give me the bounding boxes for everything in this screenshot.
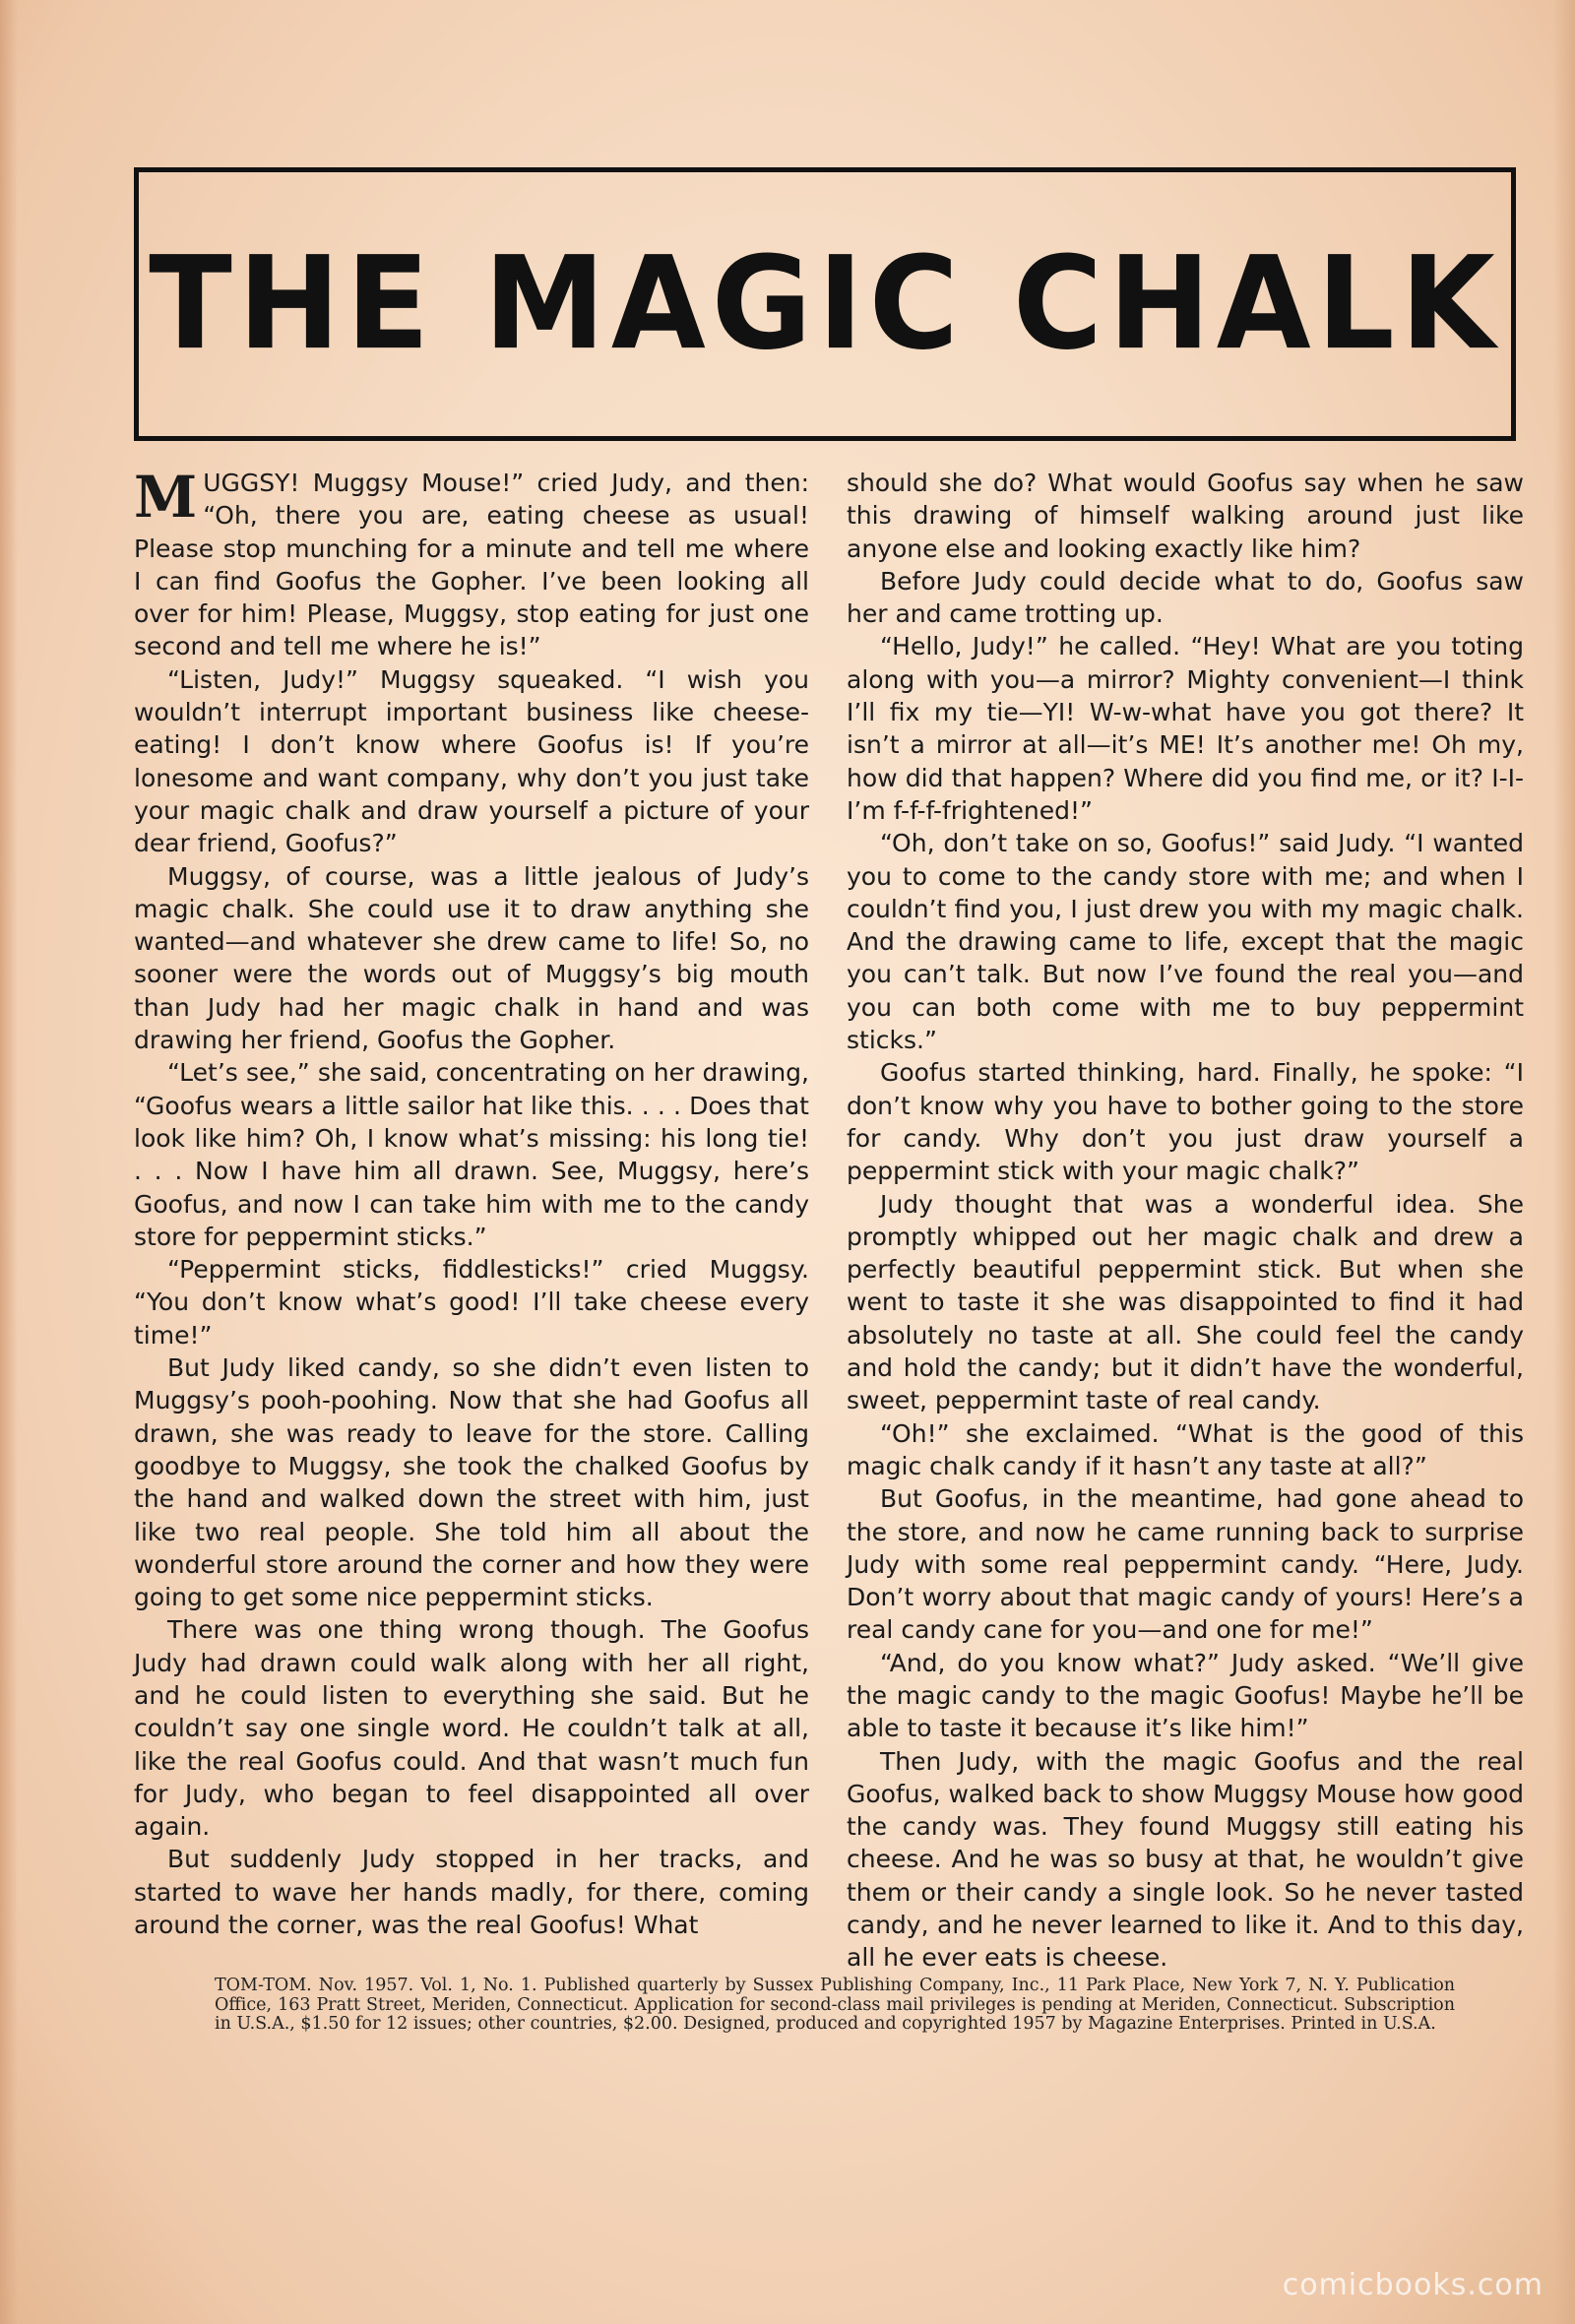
story-paragraph: Muggsy, of course, was a little jealous of Judy’s magic chalk. She could use it to draw anything she wanted—and whatever she drew came to life! So, no sooner were the words out of Muggsy’s big mouth than Judy had her magic chalk in hand and was drawing her friend, Goofus the Gopher. [134, 861, 809, 1055]
publication-notice: TOM-TOM. Nov. 1957. Vol. 1, No. 1. Published quarterly by Sussex Publishing Company, Inc., 11 Park Place, New York 7, N. Y. Publication Office, 163 Pratt Street, Meriden, Connecticut. Application for second-class mail privileges is pending at Meriden, Connecticut. Subscription in U.S.A., $1.50 for 12 issues; other countries, $2.00. Designed, produced and copyrighted 1957 by Magazine Enterprises. Printed in U.S.A. [215, 1976, 1455, 2034]
story-paragraph: Goofus started thinking, hard. Finally, he spoke: “I don’t know why you have to bother going to the store for candy. Why don’t you just draw yourself a peppermint stick with your magic chalk?” [847, 1058, 1524, 1186]
story-paragraph: “Hello, Judy!” he called. “Hey! What are you toting along with you—a mirror? Mighty convenient—I think I’ll fix my tie—YI! W-w-what have you got there? It isn’t a mirror at all—it’s ME! It’s another me! Oh my, how did that happen? Where did you find me, or it? I-I-I’m f-f-f-frightened!” [847, 632, 1524, 825]
story-title: THE MAGIC CHALK [149, 229, 1501, 379]
title-frame [134, 167, 1516, 441]
story-paragraph: But suddenly Judy stopped in her tracks, and started to wave her hands madly, for there, coming around the corner, was the real Goofus! What [134, 1845, 809, 1940]
story-column-right [847, 467, 1524, 1975]
story-paragraph: “Let’s see,” she said, concentrating on her drawing, “Goofus wears a little sailor hat like this. . . . Does that look like him? Oh, I know what’s missing: his long tie! . . . Now I have him all drawn. See, Muggsy, here’s Goofus, and now I can take him with me to the candy store for peppermint sticks.” [134, 1058, 809, 1251]
story-paragraph: Then Judy, with the magic Goofus and the real Goofus, walked back to show Muggsy Mouse how good the candy was. They found Muggsy still eating his cheese. And he was so busy at that, he wouldn’t give them or their candy a single look. So he never tasted candy, and he never learned to like it. And to this day, all he ever eats is cheese. [847, 1746, 1524, 1973]
story-paragraph: “Listen, Judy!” Muggsy squeaked. “I wish you wouldn’t interrupt important business like cheese-eating! I don’t know where Goofus is! If you’re lonesome and want company, why don’t you just take your magic chalk and draw yourself a picture of your dear friend, Goofus?” [134, 664, 809, 858]
story-column-left [134, 464, 809, 1941]
page-edge-shadow-right [1553, 0, 1575, 2324]
story-paragraph: “Peppermint sticks, fiddlesticks!” cried Muggsy. “You don’t know what’s good! I’ll take cheese every time!” [134, 1255, 809, 1350]
paragraph-text: UGGSY! Muggsy Mouse!” cried Judy, and then: “Oh, there you are, eating cheese as usual! Please stop munching for a minute and tell me where I can find Goofus the Gopher. I’ve been looking all over for him! Please, Muggsy, stop eating for just one second and tell me where he is!” [134, 469, 809, 661]
story-paragraph: “And, do you know what?” Judy asked. “We’ll give the magic candy to the magic Goofus! Maybe he’ll be able to taste it because it’s like him!” [847, 1648, 1524, 1743]
story-paragraph: Before Judy could decide what to do, Goofus saw her and came trotting up. [847, 566, 1524, 629]
story-paragraph: There was one thing wrong though. The Goofus Judy had drawn could walk along with her all right, and he could listen to everything she said. But he couldn’t say one single word. He couldn’t talk at all, like the real Goofus could. And that wasn’t much fun for Judy, who began to feel disappointed all over again. [134, 1615, 809, 1842]
story-paragraph: should she do? What would Goofus say when he saw this drawing of himself walking around just like anyone else and looking exactly like him? [847, 469, 1524, 563]
story-paragraph: But Goofus, in the meantime, had gone ahead to the store, and now he came running back to surprise Judy with some real peppermint candy. “Here, Judy. Don’t worry about that magic candy of yours! Here’s a real candy cane for you—and one for me!” [847, 1484, 1524, 1645]
story-paragraph: “Oh!” she exclaimed. “What is the good of this magic chalk candy if it hasn’t any taste at all?” [847, 1418, 1524, 1480]
story-paragraph [134, 464, 809, 663]
story-paragraph: “Oh, don’t take on so, Goofus!” said Judy. “I wanted you to come to the candy store with me; and when I couldn’t find you, I just drew you with my magic chalk. And the drawing came to life, except that the magic you can’t talk. But now I’ve found the real you—and you can both come with me to buy peppermint sticks.” [847, 829, 1524, 1055]
story-paragraph: Judy thought that was a wonderful idea. She promptly whipped out her magic chalk and drew a perfectly beautiful peppermint stick. But when she went to taste it she was disappointed to find it had absolutely no taste at all. She could feel the candy and hold the candy; but it didn’t have the wonderful, sweet, peppermint taste of real candy. [847, 1189, 1524, 1415]
drop-cap: M [134, 464, 198, 531]
watermark: comicbooks.com [1282, 2268, 1544, 2302]
story-paragraph: But Judy liked candy, so she didn’t even listen to Muggsy’s pooh-poohing. Now that she had Goofus all drawn, she was ready to leave for the store. Calling goodbye to Muggsy, she took the chalked Goofus by the hand and walked down the street with him, just like two real people. She told him all about the wonderful store around the corner and how they were going to get some nice peppermint sticks. [134, 1353, 809, 1612]
page-edge-shadow-left [0, 0, 18, 2324]
